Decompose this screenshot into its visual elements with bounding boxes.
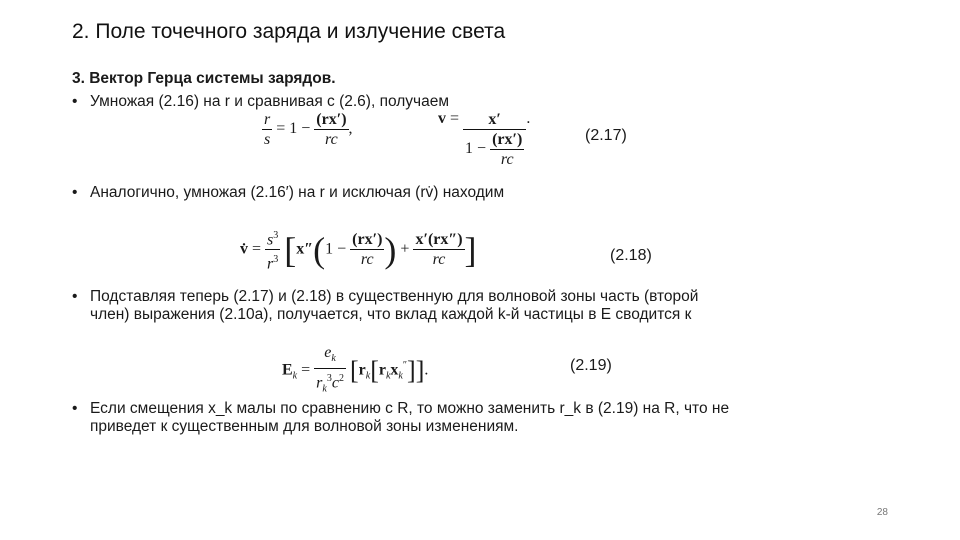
- bullet-dot: •: [72, 93, 78, 110]
- bullet-dot: •: [72, 288, 78, 305]
- slide-title: 2. Поле точечного заряда и излучение света: [72, 20, 506, 43]
- bullet-4-line-2: приведет к существенным для волновой зоны изменениям.: [90, 418, 519, 435]
- bullet-3: [72, 288, 852, 324]
- formula-2-18: v̇ = $\frac{s^3}{r^3}$ [x″(1 − $\frac{(rx')}{rc}$ ) + $\frac{x'(rx'')}{rc}$ ]: [240, 226, 477, 274]
- bullet-3-line-1: Подставляя теперь (2.17) и (2.18) в существенную для волновой зоны часть (второй: [90, 288, 699, 305]
- bullet-4: [72, 400, 852, 436]
- bullet-dot: •: [72, 184, 78, 201]
- bullet-2-text: Аналогично, умножая (2.16′) на r и исключая (rv̇) находим: [90, 184, 505, 201]
- bullet-1-text: Умножая (2.16) на r и сравнивая с (2.6), получаем: [90, 93, 450, 110]
- formula-2-17-right: v = x′ 1 − $\frac{(rx')}{rc}$ .: [438, 110, 531, 168]
- equation-number-2-18: (2.18): [610, 247, 652, 264]
- bullet-3-line-2: член) выражения (2.10а), получается, что вклад каждой k-й частицы в E сводится к: [90, 306, 692, 323]
- formula-2-17-left: $\frac{r}{s}$ = 1 − $\frac{(rx')}{rc}$ ,: [264, 111, 353, 148]
- bullet-2: [72, 184, 852, 202]
- page-number: 28: [876, 507, 888, 518]
- formula-2-19: $E_k$ = $\frac{e_k}{r_k^3c^2}$ $[r_k[r_kx_k'']]$.: [282, 344, 429, 395]
- equation-number-2-17: (2.17): [585, 127, 627, 144]
- equation-number-2-19: (2.19): [570, 357, 612, 374]
- bullet-dot: •: [72, 400, 78, 417]
- bullet-4-line-1: Если смещения x_k малы по сравнению с R, то можно заменить r_k в (2.19) на R, что не: [90, 400, 730, 417]
- bullet-1: [72, 93, 852, 111]
- section-heading: 3. Вектор Герца системы зарядов.: [72, 70, 336, 87]
